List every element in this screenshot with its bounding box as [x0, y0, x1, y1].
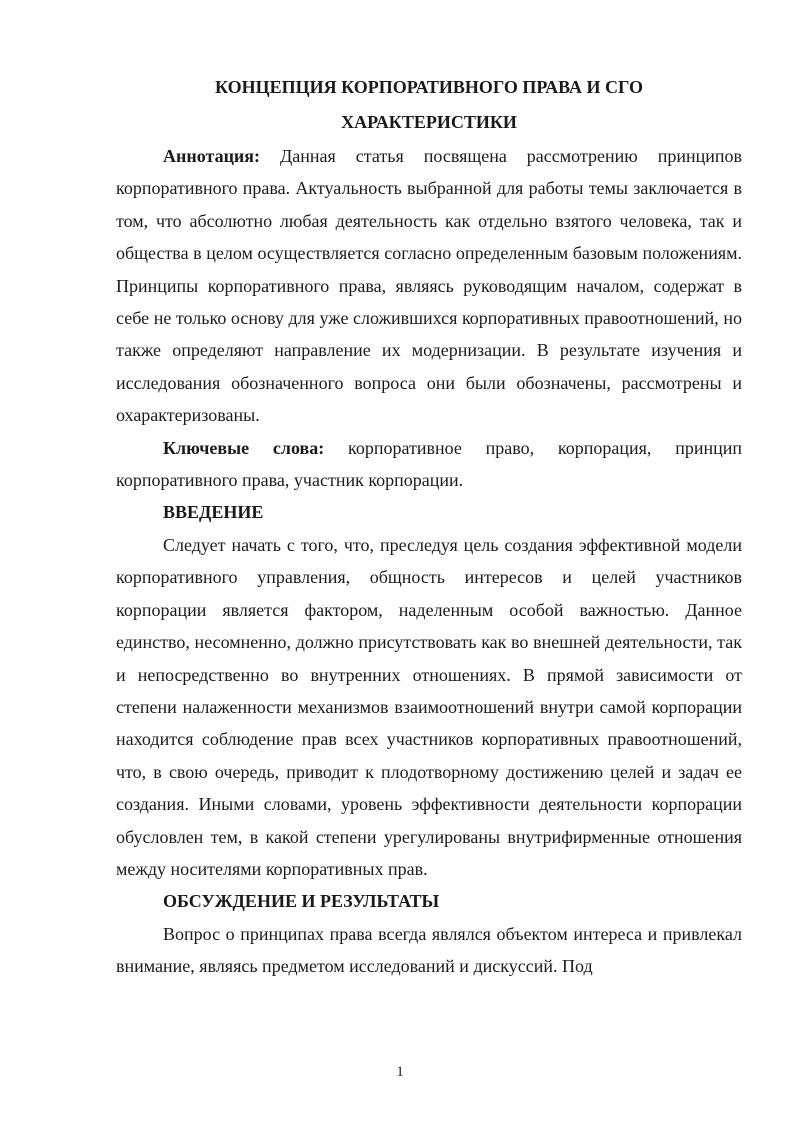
document-title: [116, 70, 742, 140]
document-page: [116, 70, 742, 983]
introduction-heading: ВВЕДЕНИЕ: [163, 502, 264, 523]
keywords-text: корпоративное право, корпорация, принцип корпоративного права, участник корпорации.: [116, 437, 742, 491]
keywords-label: Ключевые слова:: [163, 437, 325, 458]
discussion-heading: ОБСУЖДЕНИЕ И РЕЗУЛЬТАТЫ: [163, 891, 440, 912]
annotation-paragraph: [116, 140, 742, 432]
keywords-paragraph: [116, 432, 742, 497]
introduction-paragraph: Следует начать с того, что, преследуя цель создания эффективной модели корпоративного управления, общность интересов и целей участников корпорации является фактором, наделенным особой важностью. Данное единство, несомненно, должно присутствовать как во внешней деятельности, так и непосредственно во внутренних отношениях. В прямой зависимости от степени налаженности механизмов взаимоотношений внутри самой корпорации находится соблюдение прав всех участников корпоративных правоотношений, что, в свою очередь, приводит к плодотворному достижению целей и задач ее создания. Иными словами, уровень эффективности деятельности корпорации обусловлен тем, в какой степени урегулированы внутрифирменные отношения между носителями корпоративных прав.: [116, 534, 742, 879]
annotation-label: Аннотация:: [163, 146, 261, 166]
title-line-1: КОНЦЕПЦИЯ КОРПОРАТИВНОГО ПРАВА И СГО: [215, 77, 643, 97]
annotation-text: Данная статья посвящена рассмотрению принципов корпоративного права. Актуальность выбранной для работы темы заключается в том, что абсолютно любая деятельность как отдельно взятого человека, так и общества в целом осуществляется согласно определенным базовым положениям. Принципы корпоративного права, являясь руководящим началом, содержат в себе не только основу для уже сложившихся корпоративных правоотношений, но также определяют направление их модернизации. В результате изучения и исследования обозначенного вопроса они были обозначены, рассмотрены и охарактеризованы.: [116, 146, 742, 426]
title-line-2: ХАРАКТЕРИСТИКИ: [341, 112, 517, 132]
discussion-paragraph: Вопрос о принципах права всегда являлся объектом интереса и привлекал внимание, являясь предметом исследований и дискуссий. Под: [116, 923, 742, 977]
page-number: 1: [396, 1064, 404, 1080]
